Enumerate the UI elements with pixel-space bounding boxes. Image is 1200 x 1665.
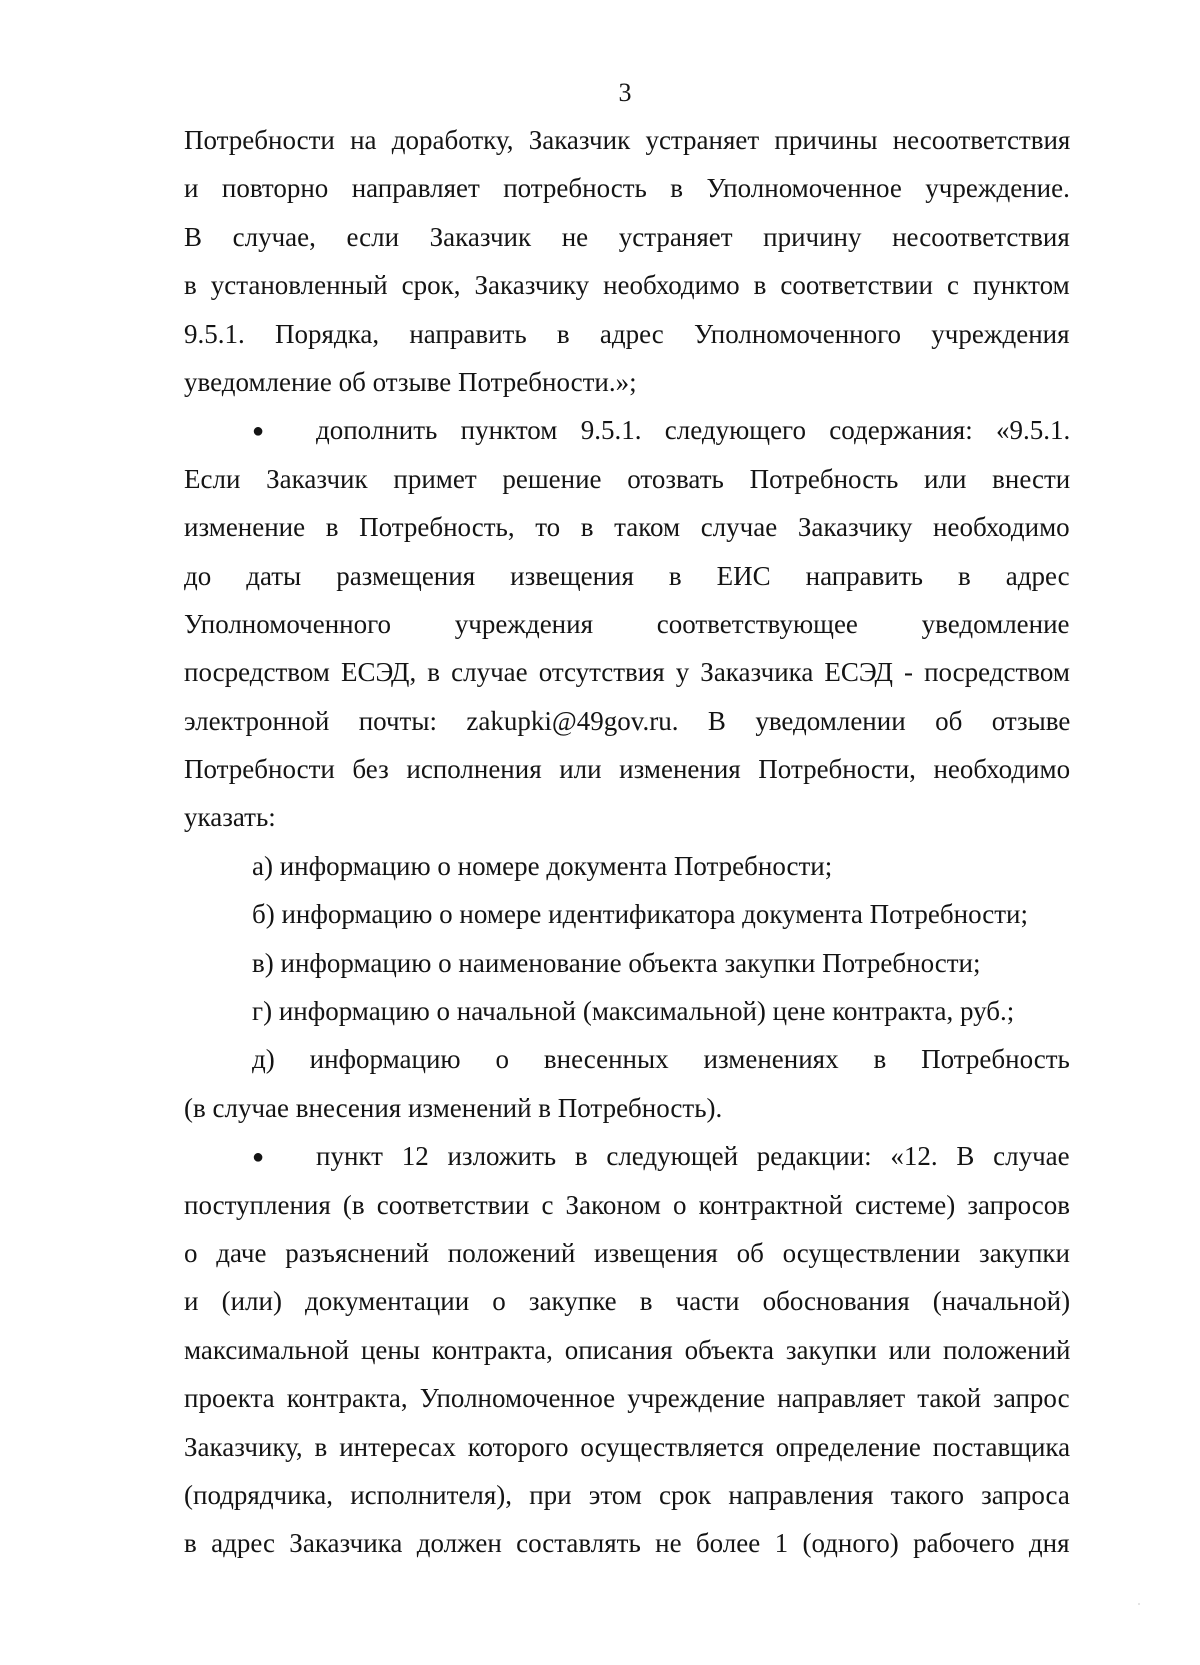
text-line — [184, 842, 1070, 890]
line-text: о даче разъяснений положений извещения об осуществлении закупки — [184, 1237, 1070, 1268]
text-line — [184, 213, 1070, 261]
line-text: изменение в Потребность, то в таком случае Заказчику необходимо — [184, 512, 1070, 543]
text-line — [184, 1277, 1070, 1325]
line-text: б) информацию о номере идентификатора документа Потребности; — [252, 899, 1028, 930]
line-text: и (или) документации о закупке в части обоснования (начальной) — [184, 1286, 1071, 1317]
text-line — [184, 455, 1070, 503]
line-text: до даты размещения извещения в ЕИС направить в адрес — [184, 560, 1070, 591]
scan-artifact — [1138, 1603, 1140, 1605]
line-text: г) информацию о начальной (максимальной) цене контракта, руб.; — [252, 996, 1015, 1027]
text-line — [184, 600, 1070, 648]
text-line — [184, 1132, 1070, 1180]
line-text: дополнить пунктом 9.5.1. следующего содержания: «9.5.1. — [316, 415, 1071, 446]
line-text: в адрес Заказчика должен составлять не более 1 (одного) рабочего дня — [184, 1528, 1070, 1559]
line-text: В случае, если Заказчик не устраняет причину несоответствия — [184, 221, 1070, 252]
text-line — [184, 358, 1070, 406]
text-line — [184, 1519, 1070, 1567]
text-line — [184, 1035, 1070, 1083]
text-line — [184, 648, 1070, 696]
line-text: и повторно направляет потребность в Уполномоченное учреждение. — [184, 173, 1070, 204]
line-text: в установленный срок, Заказчику необходимо в соответствии с пунктом — [184, 270, 1070, 301]
text-line — [184, 697, 1070, 745]
line-text: в) информацию о наименование объекта закупки Потребности; — [252, 947, 981, 978]
text-line — [184, 406, 1070, 454]
line-text: проекта контракта, Уполномоченное учреждение направляет такой запрос — [184, 1383, 1070, 1414]
line-text: электронной почты: zakupki@49gov.ru. В уведомлении об отзыве — [184, 705, 1071, 736]
text-line — [184, 1374, 1070, 1422]
line-text: максимальной цены контракта, описания объекта закупки или положений — [184, 1334, 1071, 1365]
text-line — [184, 987, 1070, 1035]
line-text: пункт 12 изложить в следующей редакции: «12. В случае — [316, 1141, 1070, 1172]
line-text: посредством ЕСЭД, в случае отсутствия у Заказчика ЕСЭД - посредством — [184, 657, 1070, 688]
text-line — [184, 890, 1070, 938]
line-text: а) информацию о номере документа Потребности; — [252, 850, 833, 881]
line-text: Если Заказчик примет решение отозвать Потребность или внести — [184, 463, 1071, 494]
text-line — [184, 1471, 1070, 1519]
text-line — [184, 1326, 1070, 1374]
bullet-icon: ● — [252, 420, 265, 443]
line-text: д) информацию о внесенных изменениях в Потребность — [252, 1044, 1070, 1075]
text-line — [184, 552, 1070, 600]
text-line — [184, 310, 1070, 358]
text-line — [184, 939, 1070, 987]
line-text: Потребности без исполнения или изменения Потребности, необходимо — [184, 754, 1071, 785]
text-line — [184, 745, 1070, 793]
page-number: 3 — [618, 78, 632, 107]
bullet-icon: ● — [252, 1146, 265, 1169]
text-line — [184, 1229, 1070, 1277]
line-text: уведомление об отзыве Потребности.»; — [184, 366, 637, 397]
line-text: (в случае внесения изменений в Потребность). — [184, 1092, 723, 1123]
text-line — [184, 116, 1070, 164]
text-line — [184, 261, 1070, 309]
line-text: (подрядчика, исполнителя), при этом срок направления такого запроса — [184, 1479, 1070, 1510]
line-text: указать: — [184, 802, 276, 833]
line-text: Потребности на доработку, Заказчик устраняет причины несоответствия — [184, 125, 1071, 155]
text-line — [184, 503, 1070, 551]
text-line — [184, 793, 1070, 841]
document-body — [184, 116, 1070, 1568]
line-text: 9.5.1. Порядка, направить в адрес Уполномоченного учреждения — [184, 318, 1070, 349]
line-text: поступления (в соответствии с Законом о контрактной системе) запросов — [184, 1189, 1071, 1220]
text-line — [184, 1423, 1070, 1471]
line-text: Заказчику, в интересах которого осуществляется определение поставщика — [184, 1431, 1071, 1462]
line-text: Уполномоченного учреждения соответствующее уведомление — [184, 608, 1070, 639]
text-line — [184, 1181, 1070, 1229]
text-line — [184, 1084, 1070, 1132]
text-line — [184, 164, 1070, 212]
